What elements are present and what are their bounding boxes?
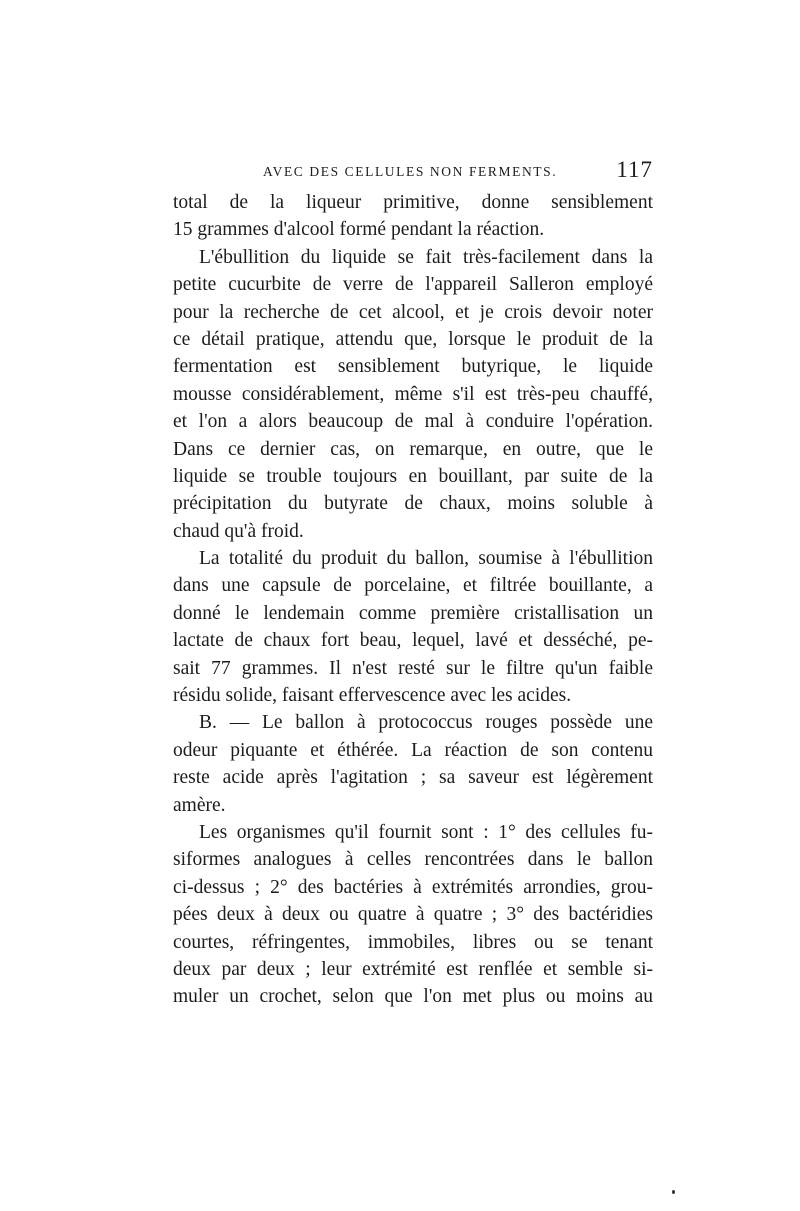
ink-speck: [672, 1190, 675, 1194]
page-number: 117: [616, 157, 653, 182]
text-line: La totalité du produit du ballon, soumise à l'ébullition: [199, 548, 653, 570]
text-line: fermentation est sensiblement butyrique, le liquide: [173, 356, 653, 378]
text-line: sait 77 grammes. Il n'est resté sur le filtre qu'un faible: [173, 657, 653, 679]
text-line: L'ébullition du liquide se fait très-facilement dans la: [199, 246, 653, 268]
text-line: liquide se trouble toujours en bouillant, par suite de la: [173, 465, 653, 487]
text-line: Dans ce dernier cas, on remarque, en outre, que le: [173, 438, 653, 460]
text-line: dans une capsule de porcelaine, et filtrée bouillante, a: [173, 575, 653, 597]
body-text: [173, 189, 653, 1011]
text-line: pées deux à deux ou quatre à quatre ; 3° des bactéridies: [173, 904, 653, 926]
text-line: Les organismes qu'il fournit sont : 1° des cellules fu-: [199, 821, 653, 843]
text-line: ce détail pratique, attendu que, lorsque le produit de la: [173, 328, 653, 350]
text-line: lactate de chaux fort beau, lequel, lavé et desséché, pe-: [173, 630, 653, 652]
text-line: siformes analogues à celles rencontrées dans le ballon: [173, 849, 653, 871]
text-line: mousse considérablement, même s'il est très-peu chauffé,: [173, 383, 653, 405]
running-head: [173, 158, 653, 188]
text-line: reste acide après l'agitation ; sa saveur est légèrement: [173, 767, 653, 789]
text-line: amère.: [173, 794, 226, 816]
text-line: et l'on a alors beaucoup de mal à conduire l'opération.: [173, 411, 653, 433]
text-line: ci-dessus ; 2° des bactéries à extrémités arrondies, grou-: [173, 876, 653, 898]
text-line: chaud qu'à froid.: [173, 520, 304, 542]
text-line: deux par deux ; leur extrémité est renflée et semble si-: [173, 958, 653, 980]
text-line: 15 grammes d'alcool formé pendant la réaction.: [173, 219, 545, 241]
text-line: résidu solide, faisant effervescence avec les acides.: [173, 685, 572, 707]
text-line: total de la liqueur primitive, donne sensiblement: [173, 192, 653, 213]
text-line: muler un crochet, selon que l'on met plus ou moins au: [173, 986, 653, 1008]
text-line: pour la recherche de cet alcool, et je crois devoir noter: [173, 301, 653, 323]
text-line: courtes, réfringentes, immobiles, libres ou se tenant: [173, 931, 653, 953]
text-line: B. — Le ballon à protococcus rouges possède une: [199, 712, 653, 734]
text-line: précipitation du butyrate de chaux, moins soluble à: [173, 493, 653, 515]
text-line: odeur piquante et éthérée. La réaction de son contenu: [173, 739, 653, 761]
text-line: donné le lendemain comme première cristallisation un: [173, 602, 653, 624]
text-line: petite cucurbite de verre de l'appareil Salleron employé: [173, 274, 653, 296]
running-title: AVEC DES CELLULES NON FERMENTS.: [263, 164, 558, 179]
